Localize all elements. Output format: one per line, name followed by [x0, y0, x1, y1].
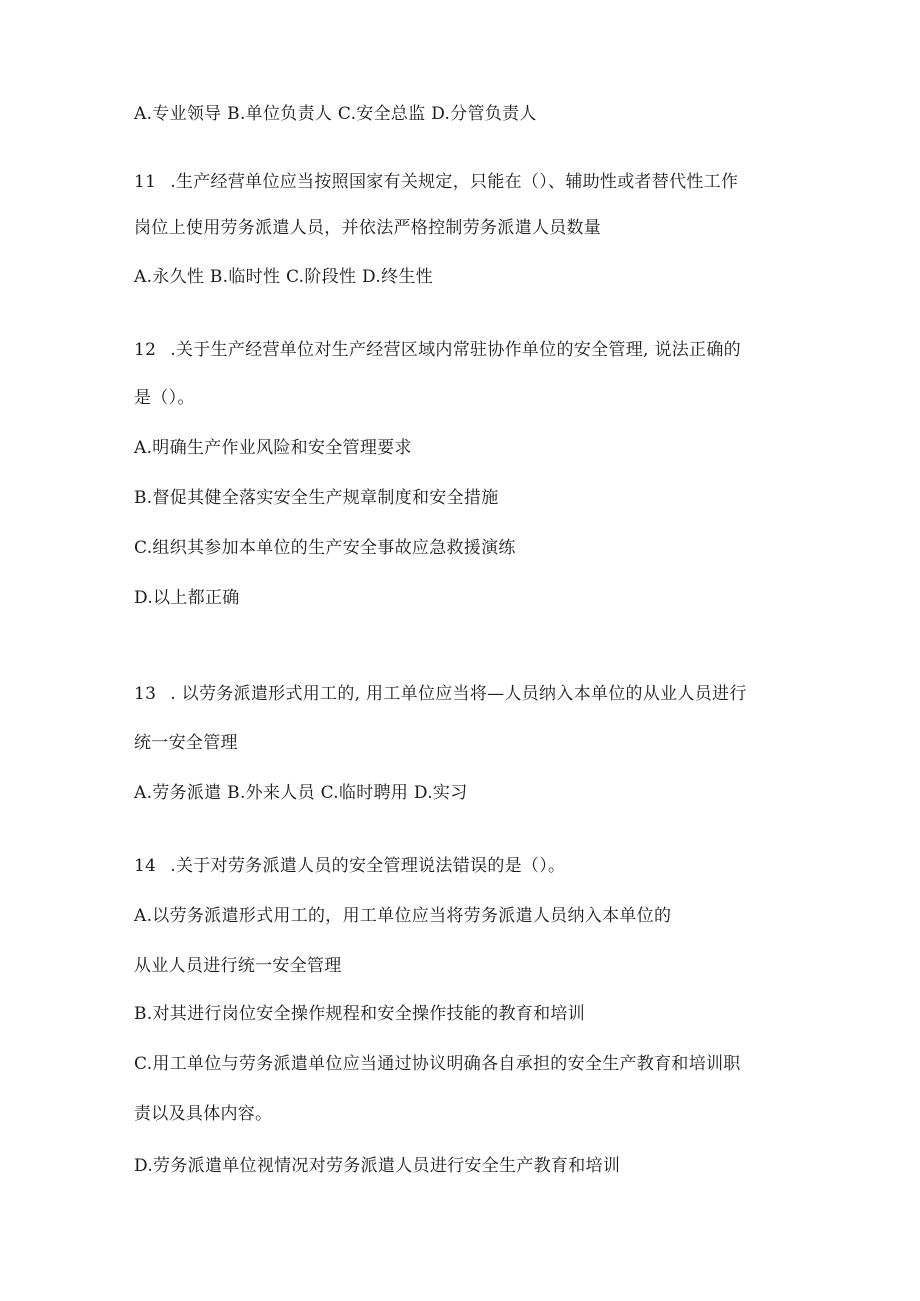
q13-question-line2: 统一安全管理 — [134, 733, 238, 753]
q14-text-line1: .关于对劳务派遣人员的安全管理说法错误的是（）。 — [170, 856, 566, 876]
q14-option-c-line2: 责以及具体内容。 — [134, 1104, 273, 1124]
q14-option-a-line2: 从业人员进行统一安全管理 — [134, 956, 342, 976]
q10-options: A.专业领导 B.单位负责人 C.安全总监 D.分管负责人 — [134, 104, 537, 124]
q12-question-line2: 是（）。 — [134, 388, 195, 408]
q13-text-line1: . 以劳务派遣形式用工的, 用工单位应当将—人员纳入本单位的从业人员进行 — [170, 684, 747, 704]
q13-question-line1 — [134, 682, 747, 706]
q14-option-d: D.劳务派遣单位视情况对劳务派遣人员进行安全生产教育和培训 — [134, 1156, 621, 1176]
q12-option-d: D.以上都正确 — [134, 588, 240, 608]
q12-number: 12 — [134, 340, 157, 360]
q12-question-line1 — [134, 338, 741, 362]
q14-option-c-line1: C.用工单位与劳务派遣单位应当通过协议明确各自承担的安全生产教育和培训职 — [134, 1054, 741, 1074]
q12-option-a: A.明确生产作业风险和安全管理要求 — [134, 438, 412, 458]
q13-options: A.劳务派遣 B.外来人员 C.临时聘用 D.实习 — [134, 783, 468, 803]
q14-number: 14 — [134, 856, 157, 876]
q11-number: 11 — [134, 172, 157, 192]
q11-options: A.永久性 B.临时性 C.阶段性 D.终生性 — [134, 267, 433, 287]
q11-text-line1: .生产经营单位应当按照国家有关规定，只能在（）、辅助性或者替代性工作 — [170, 172, 739, 192]
q11-question-line2: 岗位上使用劳务派遣人员，并依法严格控制劳务派遣人员数量 — [134, 218, 602, 238]
q12-text-line1: .关于生产经营单位对生产经营区域内常驻协作单位的安全管理, 说法正确的 — [170, 340, 741, 360]
q14-question-line1 — [134, 854, 565, 878]
q12-option-b: B.督促其健全落实安全生产规章制度和安全措施 — [134, 488, 499, 508]
q11-question-line1 — [134, 170, 738, 194]
q12-option-c: C.组织其参加本单位的生产安全事故应急救援演练 — [134, 538, 516, 558]
q13-number: 13 — [134, 684, 157, 704]
q14-option-a-line1: A.以劳务派遣形式用工的，用工单位应当将劳务派遣人员纳入本单位的 — [134, 906, 672, 926]
q14-option-b: B.对其进行岗位安全操作规程和安全操作技能的教育和培训 — [134, 1004, 585, 1024]
